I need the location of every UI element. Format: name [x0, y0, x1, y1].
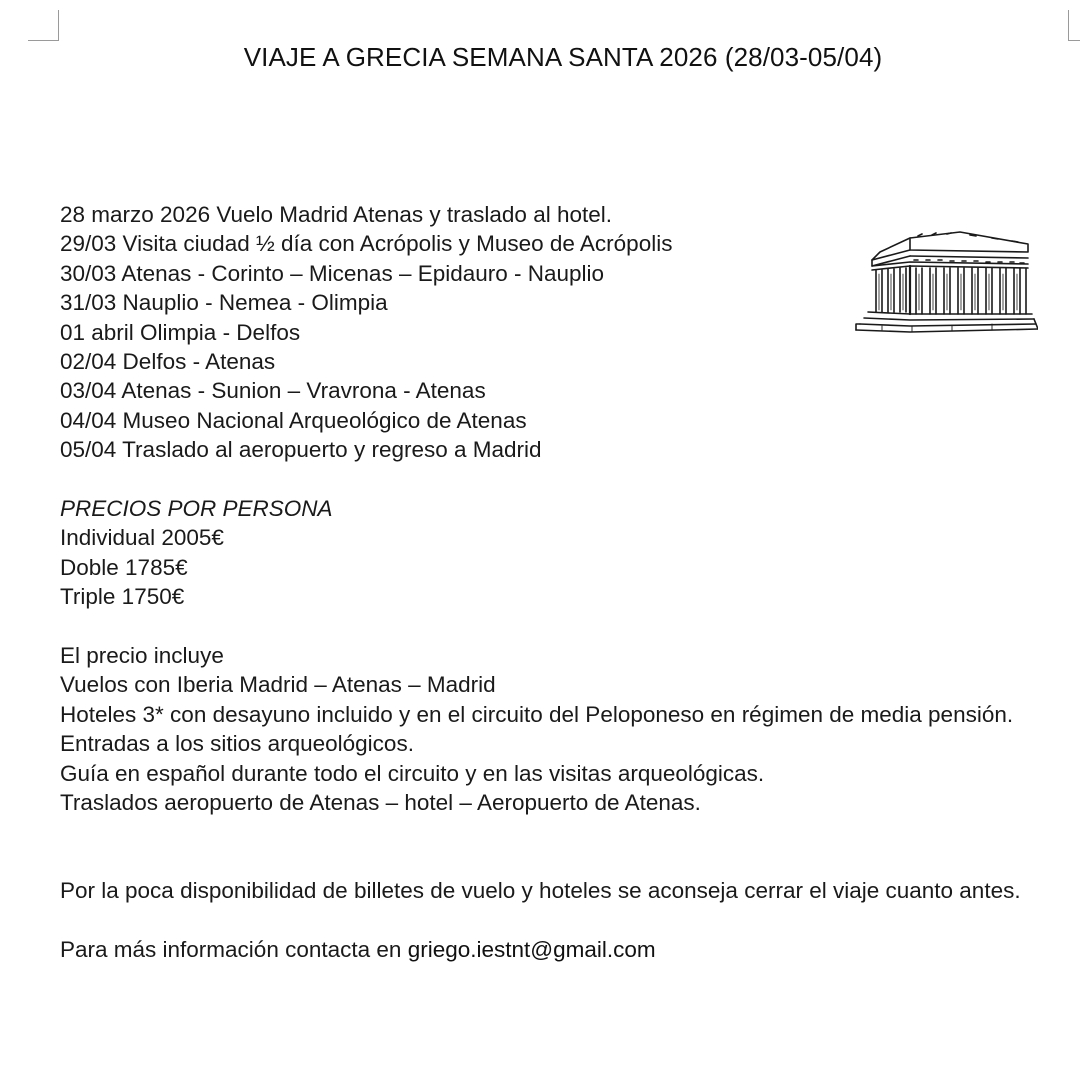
- includes-guide: Guía en español durante todo el circuito y en las visitas arqueológicas.: [60, 760, 765, 786]
- includes-heading: El precio incluye: [60, 643, 224, 669]
- contact-line: [60, 935, 1060, 964]
- contact-email: griego.iestnt@gmail.com: [407, 937, 656, 963]
- availability-notice: Por la poca disponibilidad de billetes de vuelo y hoteles se aconseja cerrar el viaje cuanto antes.: [60, 878, 1021, 904]
- contact-prefix: Para más información contacta en: [60, 937, 408, 963]
- document-body: [60, 200, 1060, 965]
- itinerary-day-6: 02/04 Delfos - Atenas: [60, 349, 276, 375]
- includes-flights: Vuelos con Iberia Madrid – Atenas – Madrid: [60, 672, 496, 698]
- price-double: Doble 1785€: [60, 554, 188, 580]
- includes-entries: Entradas a los sitios arqueológicos.: [60, 731, 414, 757]
- itinerary-day-9: 05/04 Traslado al aeropuerto y regreso a Madrid: [60, 437, 542, 463]
- spacer: [60, 906, 1060, 935]
- includes-transfers: Traslados aeropuerto de Atenas – hotel – Aeropuerto de Atenas.: [60, 790, 701, 816]
- document-title: VIAJE A GRECIA SEMANA SANTA 2026 (28/03-05/04): [243, 42, 883, 72]
- itinerary-day-5: 01 abril Olimpia - Delfos: [60, 319, 301, 345]
- itinerary-day-8: 04/04 Museo Nacional Arqueológico de Atenas: [60, 407, 527, 433]
- price-individual: Individual 2005€: [60, 525, 224, 551]
- price-triple: Triple 1750€: [60, 584, 185, 610]
- itinerary-day-3: 30/03 Atenas - Corinto – Micenas – Epidauro - Nauplio: [60, 260, 605, 286]
- itinerary-day-2: 29/03 Visita ciudad ½ día con Acrópolis y Museo de Acrópolis: [60, 231, 673, 257]
- itinerary-day-1: 28 marzo 2026 Vuelo Madrid Atenas y traslado al hotel.: [60, 202, 612, 227]
- prices-heading: PRECIOS POR PERSONA: [60, 496, 333, 522]
- spacer: [60, 612, 1060, 641]
- spacer: [60, 465, 1060, 494]
- itinerary-day-4: 31/03 Nauplio - Nemea - Olimpia: [60, 290, 388, 316]
- page-corner-mark-right: [1068, 10, 1080, 41]
- page-corner-mark-left: [28, 10, 59, 41]
- spacer: [60, 818, 1060, 877]
- includes-hotels: Hoteles 3* con desayuno incluido y en el circuito del Peloponeso en régimen de media pensión.: [60, 701, 1014, 727]
- itinerary-day-7: 03/04 Atenas - Sunion – Vravrona - Atenas: [60, 378, 486, 404]
